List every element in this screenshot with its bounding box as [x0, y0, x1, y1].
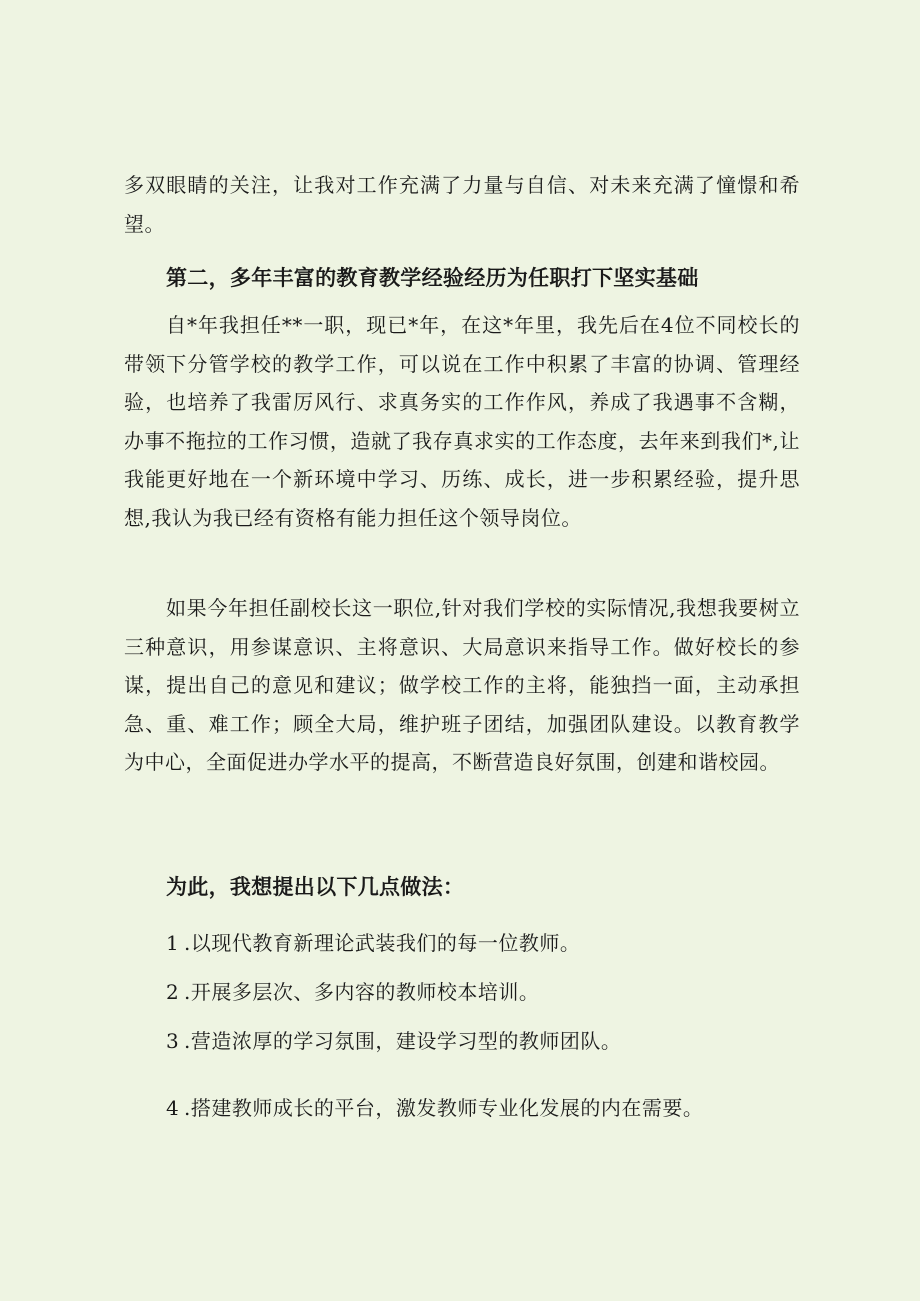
- list-item: [166, 1092, 703, 1121]
- experience-paragraph: 自*年我担任**一职，现已*年，在这*年里，我先后在4位不同校长的带领下分管学校的教学工作，可以说在工作中积累了丰富的协调、管理经验，也培养了我雷厉风行、求真务实的工作作风，养成了我遇事不含糊，办事不拖拉的工作习惯，造就了我存真求实的工作态度，去年来到我们*,让我能更好地在一个新环境中学习、历练、成长，进一步积累经验，提升思想,我认为我已经有资格有能力担任这个领导岗位。: [124, 313, 800, 530]
- plan-paragraph: 如果今年担任副校长这一职位,针对我们学校的实际情况,我想我要树立三种意识，用参谋意识、主将意识、大局意识来指导工作。做好校长的参谋，提出自己的意见和建议；做学校工作的主将，能独挡一面，主动承担急、重、难工作；顾全大局，维护班子团结，加强团队建设。以教育教学为中心，全面促进办学水平的提高，不断营造良好氛围，创建和谐校园。: [124, 596, 800, 774]
- list-item-number: 3: [166, 1029, 180, 1053]
- list-item: [166, 976, 539, 1005]
- list-item-number: 1: [166, 931, 180, 955]
- practices-heading: 为此，我想提出以下几点做法：: [166, 875, 465, 899]
- list-item: [166, 927, 580, 956]
- list-item: [166, 1025, 621, 1054]
- section-heading-second: 第二，多年丰富的教育教学经验经历为任职打下坚实基础: [166, 266, 699, 290]
- list-item-text: .搭建教师成长的平台，激发教师专业化发展的内在需要。: [184, 1096, 704, 1120]
- list-item-text: .营造浓厚的学习氛围，建设学习型的教师团队。: [184, 1029, 622, 1053]
- list-item-text: .开展多层次、多内容的教师校本培训。: [184, 980, 540, 1004]
- list-item-number: 4: [166, 1096, 180, 1120]
- list-item-number: 2: [166, 980, 180, 1004]
- continuation-paragraph: 多双眼睛的关注，让我对工作充满了力量与自信、对未来充满了憧憬和希望。: [124, 173, 800, 236]
- list-item-text: .以现代教育新理论武装我们的每一位教师。: [184, 931, 581, 955]
